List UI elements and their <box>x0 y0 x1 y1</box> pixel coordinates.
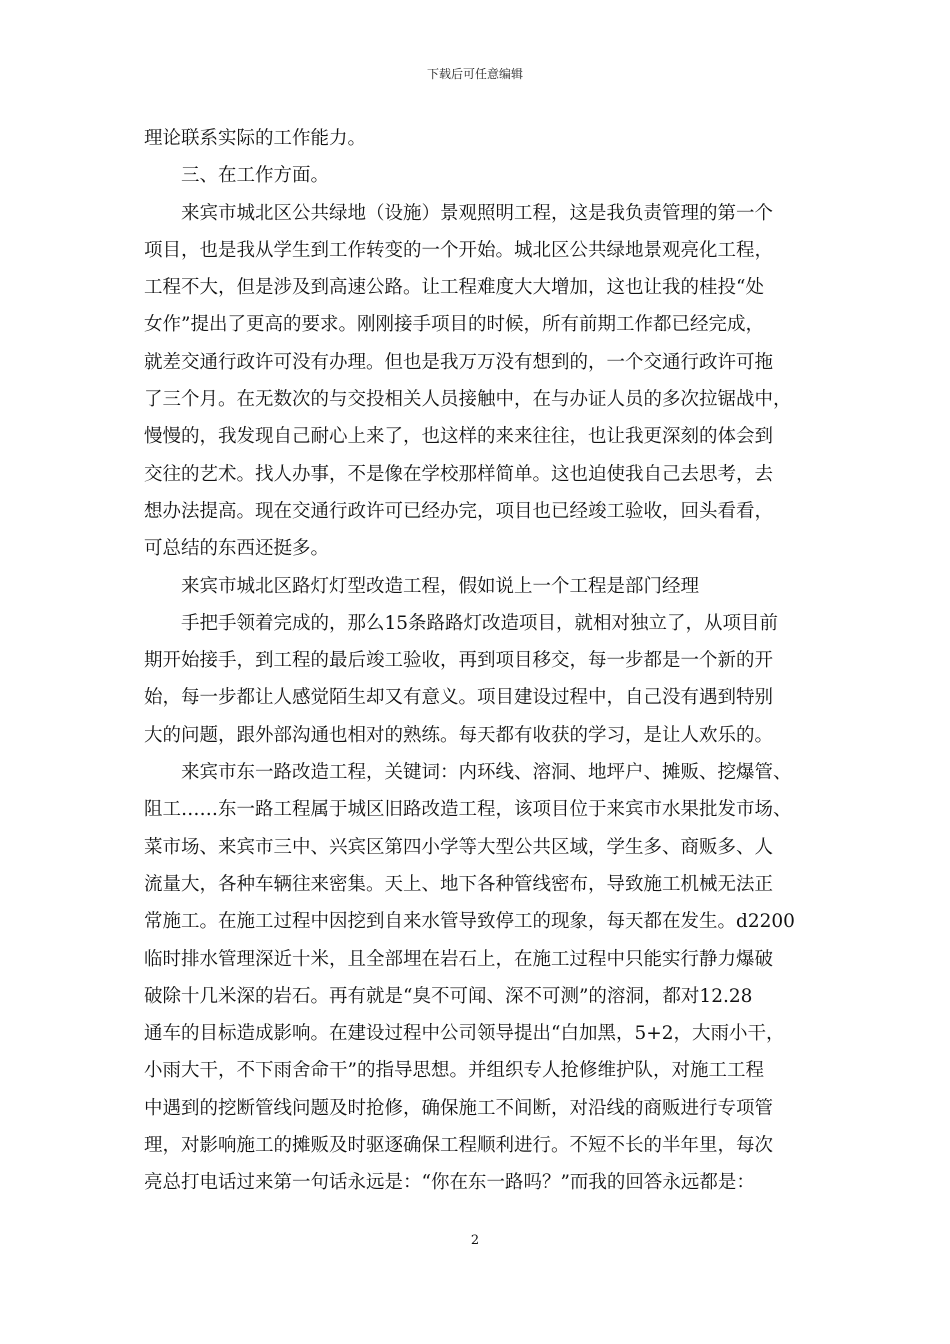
text-line: 小雨大干，不下雨舍命干”的指导思想。并组织专人抢修维护队，对施工工程 <box>144 1060 764 1082</box>
text-line: 常施工。在施工过程中因挖到自来水管导致停工的现象，每天都在发生。d2200 <box>144 911 795 933</box>
text-line: 了三个月。在无数次的与交投相关人员接触中，在与办证人员的多次拉锯战中， <box>144 389 792 411</box>
text-line: 想办法提高。现在交通行政许可已经办完，项目也已经竣工验收，回头看看， <box>144 500 774 522</box>
text-line: 阻工……东一路工程属于城区旧路改造工程，该项目位于来宾市水果批发市场、 <box>144 799 792 821</box>
text-line: 可总结的东西还挺多。 <box>144 538 330 560</box>
page-header: 下载后可任意编辑 <box>426 67 523 81</box>
text-line: 工程不大，但是涉及到高速公路。让工程难度大大增加，这也让我的桂投“处 <box>144 277 764 299</box>
text-line: 临时排水管理深近十米，且全部埋在岩石上，在施工过程中只能实行静力爆破 <box>144 948 774 970</box>
text-line: 来宾市东一路改造工程，关键词：内环线、溶洞、地坪户、摊贩、挖爆管、 <box>144 762 792 784</box>
text-line: 大的问题，跟外部沟通也相对的熟练。每天都有收获的学习，是让人欢乐的。 <box>144 724 774 746</box>
text-line: 来宾市城北区公共绿地（设施）景观照明工程，这是我负责管理的第一个 <box>144 202 774 224</box>
text-line: 慢慢的，我发现自己耐心上来了，也这样的来来往往，也让我更深刻的体会到 <box>144 426 774 448</box>
text-line: 来宾市城北区路灯灯型改造工程，假如说上一个工程是部门经理 <box>144 575 700 597</box>
text-line: 始，每一步都让人感觉陌生却又有意义。项目建设过程中，自己没有遇到特别 <box>144 687 774 709</box>
text-line: 理，对影响施工的摊贩及时驱逐确保工程顺利进行。不短不长的半年里，每次 <box>144 1135 774 1157</box>
text-line: 破除十几米深的岩石。再有就是“臭不可闻、深不可测”的溶洞，都对12.28 <box>144 985 753 1007</box>
text-line: 期开始接手，到工程的最后竣工验收，再到项目移交，每一步都是一个新的开 <box>144 650 774 672</box>
text-line: 交往的艺术。找人办事，不是像在学校那样简单。这也迫使我自己去思考，去 <box>144 463 774 485</box>
text-line: 项目，也是我从学生到工作转变的一个开始。城北区公共绿地景观亮化工程， <box>144 239 774 261</box>
text-line: 中遇到的挖断管线问题及时抢修，确保施工不间断，对沿线的商贩进行专项管 <box>144 1097 774 1119</box>
text-line: 菜市场、来宾市三中、兴宾区第四小学等大型公共区域，学生多、商贩多、人 <box>144 836 774 858</box>
text-line: 亮总打电话过来第一句话永远是：“你在东一路吗？”而我的回答永远都是： <box>144 1172 755 1194</box>
text-line: 流量大，各种车辆往来密集。天上、地下各种管线密布，导致施工机械无法正 <box>144 873 774 895</box>
page-number: 2 <box>470 1233 480 1248</box>
text-line: 手把手领着完成的，那么15条路路灯改造项目，就相对独立了，从项目前 <box>144 612 779 634</box>
text-line: 通车的目标造成影响。在建设过程中公司领导提出“白加黑，5+2，大雨小干， <box>144 1023 785 1045</box>
text-line: 三、在工作方面。 <box>144 165 330 187</box>
text-line: 女作”提出了更高的要求。刚刚接手项目的时候，所有前期工作都已经完成， <box>144 314 764 336</box>
text-line: 理论联系实际的工作能力。 <box>144 128 367 149</box>
body-text <box>144 120 809 1202</box>
text-line: 就差交通行政许可没有办理。但也是我万万没有想到的，一个交通行政许可拖 <box>144 351 774 373</box>
